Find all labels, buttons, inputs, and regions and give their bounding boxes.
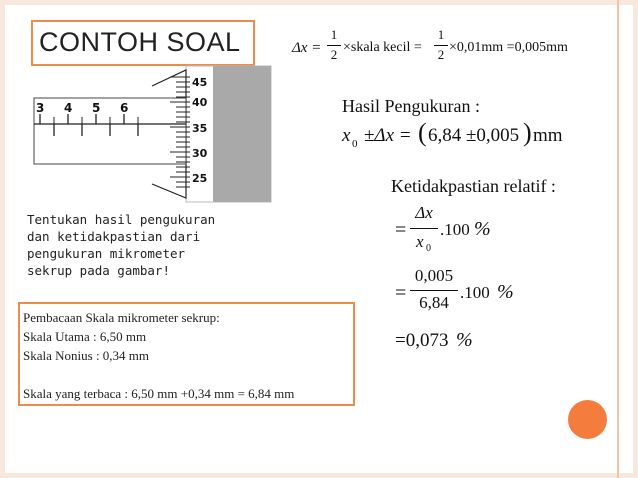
reading-line-2: Skala Utama : 6,50 mm — [23, 329, 147, 344]
right-accent-line — [617, 0, 619, 478]
main-label-4: 4 — [64, 101, 73, 115]
problem-line: Tentukan hasil pengukuran — [27, 212, 216, 227]
main-label-3: 3 — [36, 101, 45, 115]
reading-line-4 — [23, 365, 353, 384]
frac2-den: 2 — [437, 47, 445, 62]
thimble-label-30: 30 — [192, 147, 208, 160]
frac2-num: 1 — [437, 27, 445, 42]
rel1-tail: .100 — [440, 220, 470, 239]
decorative-circle — [568, 400, 607, 439]
hasil-lparen: ( — [418, 118, 427, 147]
thimble-label-45: 45 — [192, 76, 208, 89]
hasil-x0: x — [342, 125, 351, 146]
thimble-label-35: 35 — [192, 122, 208, 135]
frac1-bar — [327, 45, 341, 46]
rel1-den: x — [416, 232, 424, 251]
rel1-den-sub: 0 — [426, 243, 431, 254]
delta-lhs: Δx = — [292, 40, 322, 56]
hasil-value: 6,84 ±0,005 — [428, 125, 520, 146]
reading-line-5: Skala yang terbaca : 6,50 mm +0,34 mm = 6,84 mm — [23, 386, 295, 401]
thimble-label-40: 40 — [192, 96, 208, 109]
rel1-eq: = — [395, 219, 407, 241]
rel2-tail: .100 — [460, 283, 490, 302]
ketidakpastian-label: Ketidakpastian relatif : — [391, 176, 556, 196]
thimble-label-25: 25 — [192, 172, 208, 185]
rel2-eq: = — [395, 282, 407, 304]
frac1-num: 1 — [330, 27, 338, 42]
hasil-sub0: 0 — [352, 138, 358, 150]
hasil-rparen: ) — [523, 118, 532, 147]
problem-line: dan ketidakpastian dari — [27, 229, 201, 244]
reading-line-3: Skala Nonius : 0,34 mm — [23, 348, 150, 363]
micrometer-drawing — [30, 64, 272, 204]
rel2-bar — [410, 290, 458, 291]
hasil-pm: ±Δx = — [364, 125, 412, 146]
rel2-den: 6,84 — [419, 293, 449, 312]
rel2-pct: % — [497, 281, 514, 303]
delta-rhs: ×0,01mm =0,005mm — [449, 40, 568, 55]
problem-statement — [27, 211, 215, 279]
rel1-num: Δx — [415, 203, 433, 222]
hasil-unit: mm — [533, 125, 563, 146]
rel3-pct: % — [456, 329, 473, 351]
main-label-5: 5 — [92, 101, 101, 115]
problem-line: pengukuran mikrometer — [27, 246, 186, 261]
problem-line: sekrup pada gambar! — [27, 263, 170, 278]
reading-line-1: Pembacaan Skala mikrometer sekrup: — [23, 310, 220, 325]
reading-box — [18, 302, 355, 406]
slide-title: CONTOH SOAL — [39, 27, 241, 57]
frac1-den: 2 — [330, 47, 338, 62]
hasil-label: Hasil Pengukuran : — [342, 96, 480, 116]
rel2-num: 0,005 — [414, 266, 454, 285]
frac2-bar — [434, 45, 448, 46]
thimble-gray — [213, 66, 271, 202]
rel3-text: =0,073 — [395, 330, 449, 351]
rel1-pct: % — [474, 218, 491, 240]
rel1-bar — [410, 228, 438, 229]
main-label-6: 6 — [120, 101, 129, 115]
delta-mid: ×skala kecil = — [343, 40, 422, 55]
